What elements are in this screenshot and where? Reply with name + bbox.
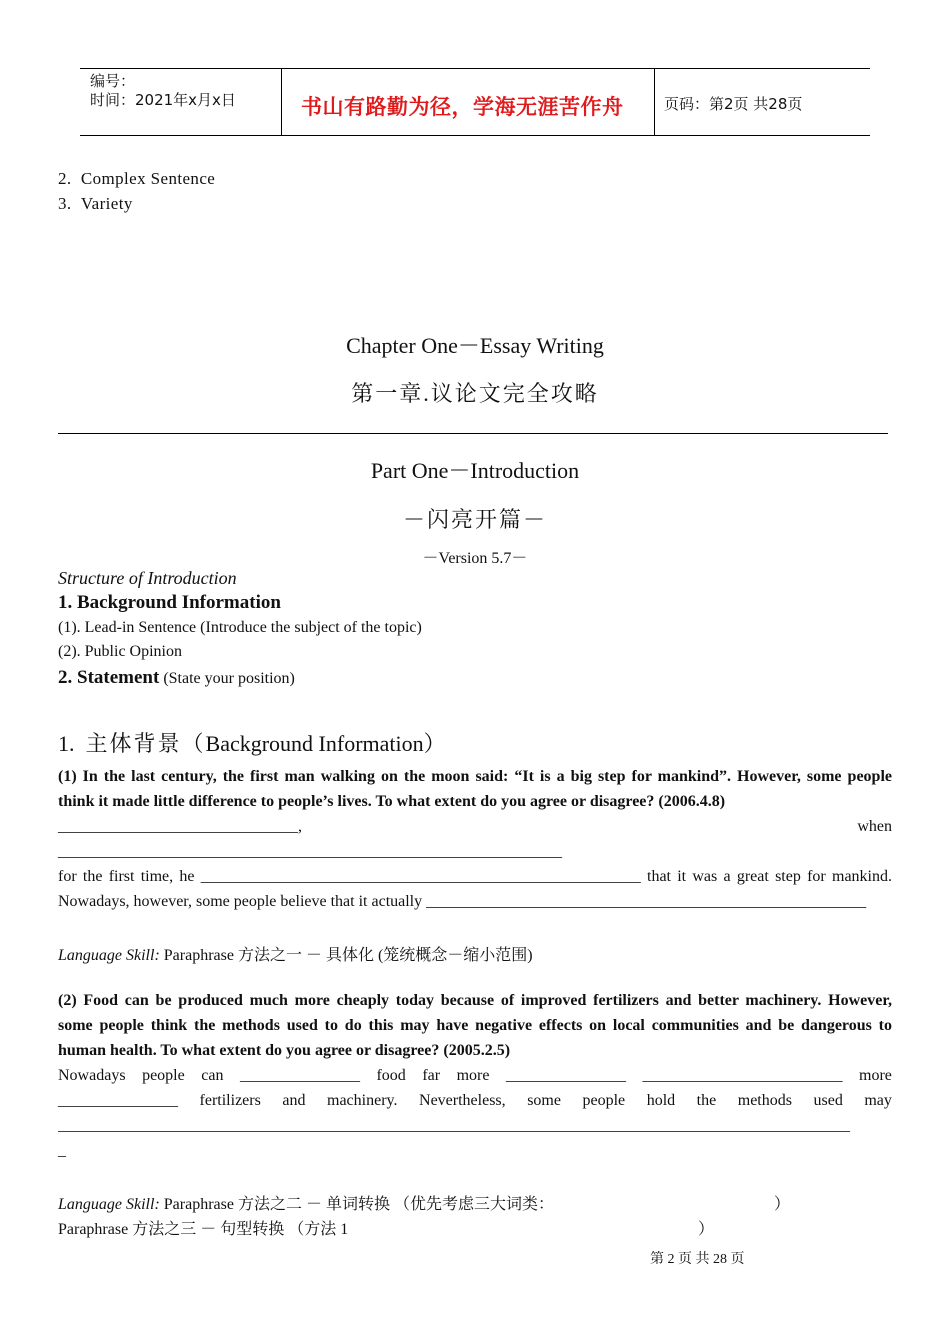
list-item [58, 194, 133, 214]
q2-line-2: some people think the methods used to do this may have negative effects on local communities and be dangerous to [58, 1017, 892, 1034]
q2-word: food [376, 1067, 406, 1084]
header-date-label: 时间：2021年x月x日 [90, 91, 236, 109]
skill-3-text: Paraphrase 方法之三 － 句型转换 （方法 1 [58, 1221, 349, 1238]
q2-word: _______________ [505, 1067, 626, 1084]
header-bottom-rule [80, 135, 870, 136]
header-page-code: 页码：第2页 共28页 [664, 95, 803, 113]
chapter-divider [58, 433, 888, 434]
q1-line-2: think it made little difference to people’s lives. To what extent do you agree or disagree? (2006.4.8) [58, 793, 726, 810]
structure-heading: Structure of Introduction [58, 568, 237, 588]
q2-word: fertilizers [199, 1092, 261, 1109]
q1-line-1: (1) In the last century, the first man walking on the moon said: “It is a big step for mankind”. However, some people [58, 768, 892, 785]
skill-2 [58, 1191, 554, 1214]
skill-2-text: Paraphrase 方法之二 － 单词转换 （优先考虑三大词类： [159, 1196, 554, 1213]
q2-word: Nowadays [58, 1067, 126, 1084]
q2-word: methods [737, 1092, 792, 1109]
q2-word: the [696, 1092, 717, 1109]
structure-item-2 [58, 667, 295, 689]
q1-line-5: Nowadays, however, some people believe that it actually _______________________________________________________ [58, 893, 867, 910]
header-divider-left [281, 68, 282, 135]
q1-line-4: for the first time, he _______________________________________________________ that it was a great step for mankind. [58, 868, 892, 885]
skill-1 [58, 942, 533, 965]
header-number-label: 编号： [90, 72, 136, 90]
header-divider-right [654, 68, 655, 135]
q2-word: _______________ [58, 1092, 178, 1109]
list-item-number: 3. [58, 194, 72, 213]
header-motto: 书山有路勤为径，学海无涯苦作舟 [301, 95, 624, 119]
q2-word: hold [646, 1092, 676, 1109]
structure-item-2-label: 2. Statement [58, 667, 160, 688]
part-title-cn: －闪亮开篇－ [402, 507, 547, 532]
q2-word: some [527, 1092, 561, 1109]
q1-blank-1: ______________________________, [58, 818, 302, 835]
header-top-rule [80, 68, 870, 69]
q2-line-1: (2) Food can be produced much more cheaply today because of improved fertilizers and better machinery. However, [58, 992, 892, 1009]
q2-word: Nevertheless, [419, 1092, 506, 1109]
part-title-en: Part One－Introduction [370, 458, 580, 483]
q2-word: people [582, 1092, 626, 1109]
section-title-en: Background Information [205, 731, 424, 756]
section-title-close: ） [423, 731, 446, 756]
q2-word: _______________ [239, 1067, 360, 1084]
q2-word: more [859, 1067, 892, 1084]
q2-word: and [282, 1092, 306, 1109]
skill-3-close: ） [698, 1221, 715, 1238]
chapter-title-cn: 第一章.议论文完全攻略 [351, 381, 599, 406]
version-label: －Version 5.7－ [422, 550, 528, 567]
skill-1-label: Language Skill: [58, 947, 160, 964]
q2-word: can [201, 1067, 224, 1084]
section-heading [58, 727, 446, 758]
q2-word: people [142, 1067, 185, 1084]
q2-word: far [422, 1067, 441, 1084]
q2-line-7: _ [58, 1142, 66, 1159]
q2-line-3: human health. To what extent do you agree or disagree? (2005.2.5) [58, 1042, 511, 1059]
list-item-text: Complex Sentence [80, 169, 216, 188]
list-item [58, 169, 215, 189]
q2-word: used [813, 1092, 843, 1109]
chapter-title-en: Chapter One－Essay Writing [346, 333, 604, 358]
skill-2-close: ） [774, 1196, 791, 1213]
q2-word: _________________________ [642, 1067, 843, 1084]
section-title-cn: 主体背景（ [85, 731, 206, 756]
q2-line-6: ___________________________________________________________________________________________________ [58, 1117, 850, 1134]
structure-sub-1: (1). Lead-in Sentence (Introduce the subject of the topic) [58, 619, 422, 636]
q1-when: when [857, 818, 892, 835]
q2-line-4 [58, 1067, 892, 1085]
list-item-text: Variety [80, 194, 133, 213]
skill-2-label: Language Skill: [58, 1196, 160, 1213]
section-number: 1. [58, 731, 75, 756]
structure-item-1: 1. Background Information [58, 592, 281, 613]
q2-word: machinery. [327, 1092, 398, 1109]
q2-line-5 [58, 1092, 892, 1110]
list-item-number: 2. [58, 169, 72, 188]
structure-sub-2: (2). Public Opinion [58, 643, 182, 660]
q2-word: may [864, 1092, 892, 1109]
skill-1-text: Paraphrase 方法之一 － 具体化 (笼统概念－缩小范围) [159, 947, 533, 964]
q1-blank-2: _______________________________________________________________ [58, 843, 562, 860]
footer-page-number: 第 2 页 共 28 页 [650, 1252, 745, 1267]
q2-word: more [456, 1067, 490, 1084]
structure-item-2-note: (State your position) [159, 670, 295, 687]
